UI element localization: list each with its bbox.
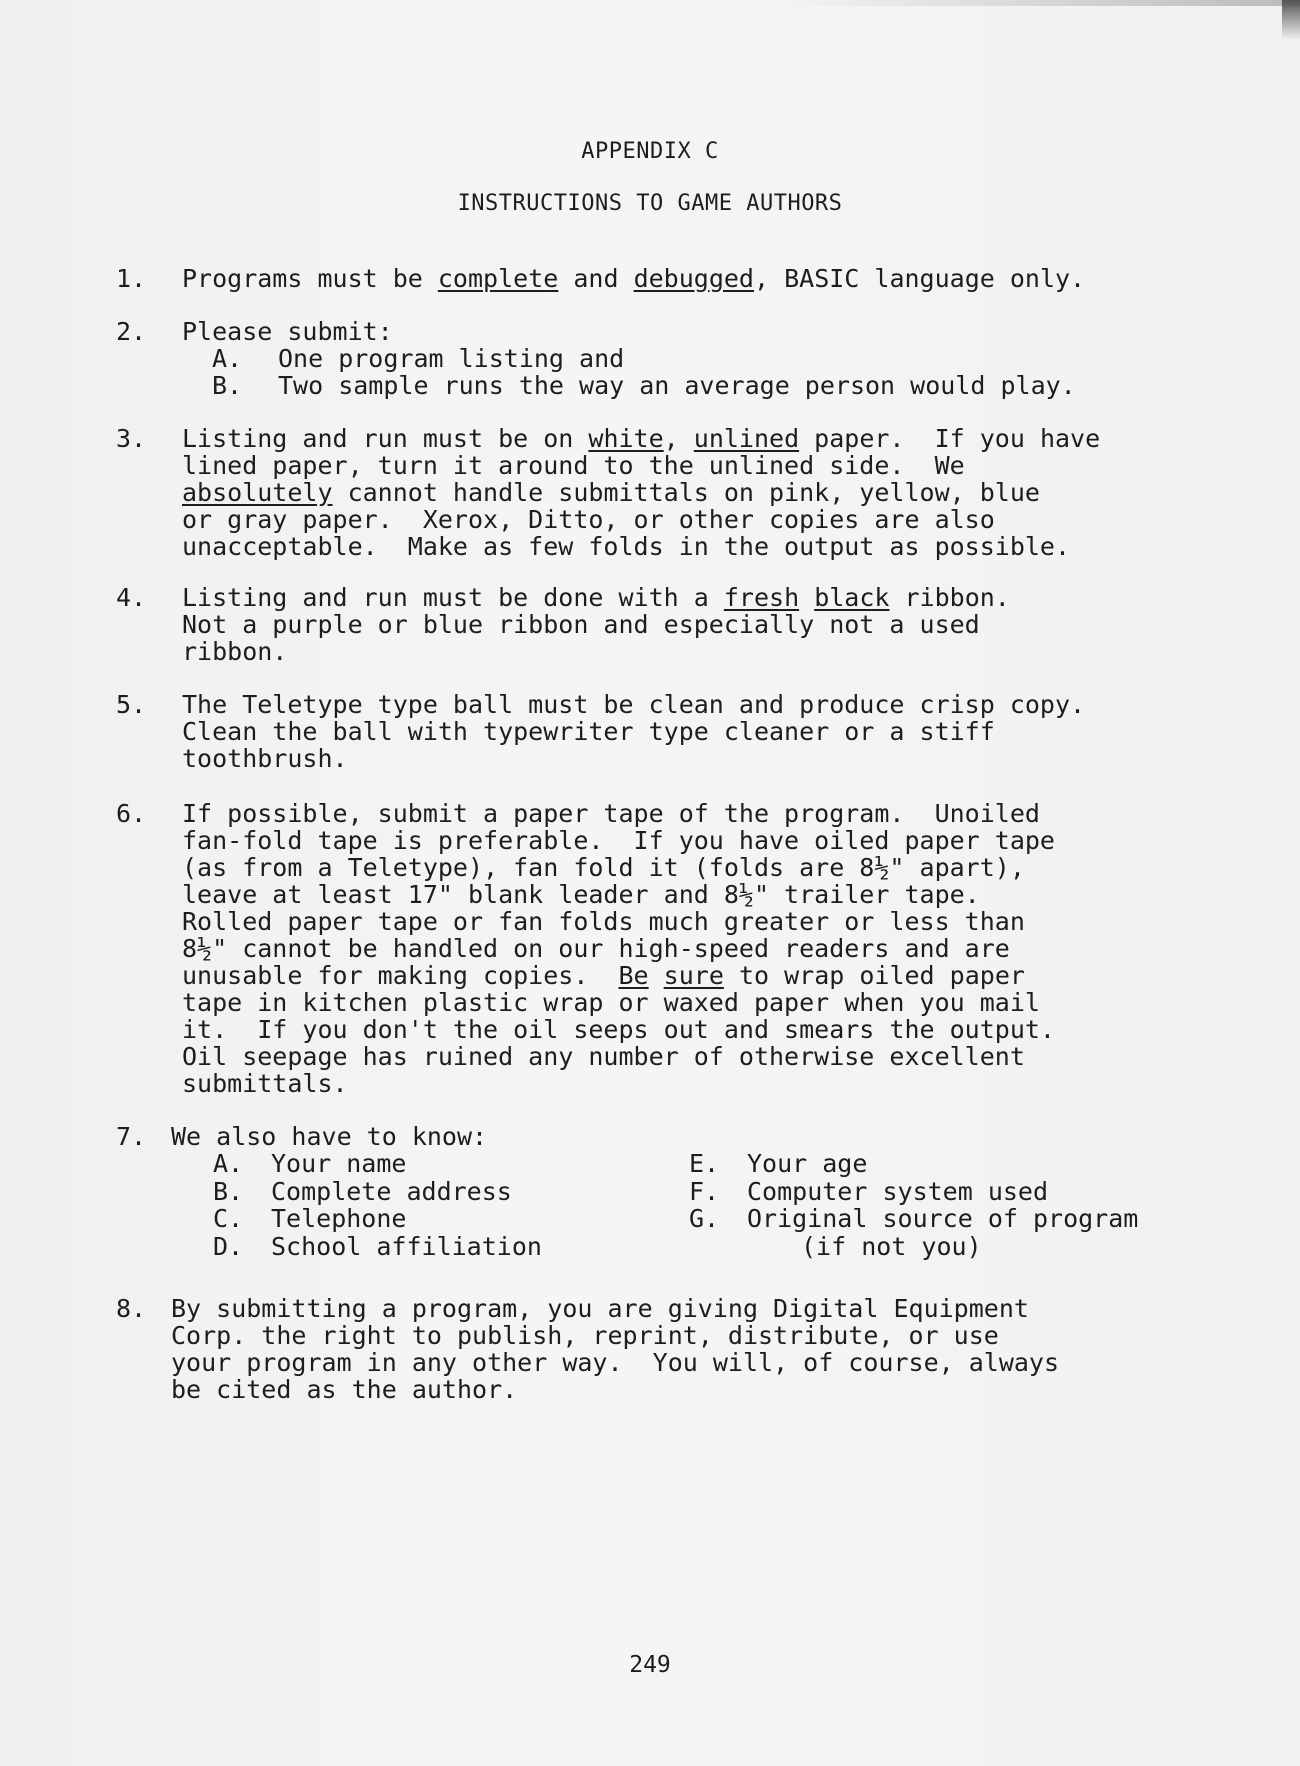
item-text xyxy=(171,1295,1211,1403)
underlined-word: white xyxy=(588,424,664,453)
item-line: fan-fold tape is preferable. If you have oiled paper tape xyxy=(182,826,1055,855)
item-line: unacceptable. Make as few folds in the output as possible. xyxy=(182,532,1071,561)
text-run: Listing and run must be done with a xyxy=(182,583,724,612)
item-text xyxy=(182,425,1222,560)
sub-text: Your name xyxy=(271,1149,407,1178)
required-info-item xyxy=(213,1233,542,1261)
item-line: Oil seepage has ruined any number of otherwise excellent xyxy=(182,1042,1025,1071)
sub-text: Your age xyxy=(747,1149,868,1178)
item-text xyxy=(182,318,1222,399)
item-line: it. If you don't the oil seeps out and smears the output. xyxy=(182,1015,1055,1044)
text-run: unusable for making copies. xyxy=(182,961,619,990)
text-run: Programs must be xyxy=(182,264,438,293)
page-edge-shadow xyxy=(780,0,1300,6)
sub-letter: B. xyxy=(212,371,243,400)
item-line: Rolled paper tape or fan folds much greater or less than xyxy=(182,907,1025,936)
sub-letter: E. xyxy=(689,1149,720,1178)
sub-letter: G. xyxy=(689,1204,720,1233)
sub-text: Two sample runs the way an average person would play. xyxy=(278,371,1076,400)
item-line: lined paper, turn it around to the unlined side. We xyxy=(182,451,965,480)
item-line xyxy=(182,584,1222,611)
text-run: , BASIC language only. xyxy=(753,264,1086,293)
underlined-word: fresh xyxy=(723,583,800,612)
item-line: If possible, submit a paper tape of the program. Unoiled xyxy=(182,799,1040,828)
required-info-right-column xyxy=(689,1150,1138,1260)
text-run: cannot handle submittals on pink, yellow, blue xyxy=(332,478,1040,507)
page-corner-shadow xyxy=(1282,0,1300,40)
item-line: 8½" cannot be handled on our high-speed readers and are xyxy=(182,934,1010,963)
underlined-word: unlined xyxy=(693,424,800,453)
item-number: 7. xyxy=(116,1122,147,1151)
item-number: 2. xyxy=(116,317,147,346)
item-line: The Teletype type ball must be clean and produce crisp copy. xyxy=(182,690,1086,719)
item-line: be cited as the author. xyxy=(171,1375,518,1404)
sub-item xyxy=(182,372,1222,399)
item-line: leave at least 17" blank leader and 8½" trailer tape. xyxy=(182,880,980,909)
item-line: or gray paper. Xerox, Ditto, or other copies are also xyxy=(182,505,995,534)
item-text xyxy=(171,1123,1211,1260)
sub-letter: A. xyxy=(212,344,243,373)
required-info-item xyxy=(689,1205,1138,1233)
text-run: , xyxy=(663,424,694,453)
sub-letter: A. xyxy=(213,1149,244,1178)
required-info-item xyxy=(689,1178,1138,1206)
text-run: Listing and run must be on xyxy=(182,424,589,453)
item-line: We also have to know: xyxy=(171,1122,488,1151)
sub-text: School affiliation xyxy=(271,1231,542,1261)
item-line: Please submit: xyxy=(182,317,393,346)
underlined-word: complete xyxy=(437,264,559,293)
item-line: Corp. the right to publish, reprint, distribute, or use xyxy=(171,1321,999,1350)
item-text xyxy=(182,265,1222,292)
sub-text: Complete address xyxy=(271,1176,512,1206)
required-info-item xyxy=(213,1178,542,1206)
item-number: 1. xyxy=(116,264,147,293)
text-run: and xyxy=(558,264,634,293)
item-line xyxy=(182,479,1222,506)
sub-text: Original source of program xyxy=(747,1204,1139,1233)
item-number: 5. xyxy=(116,690,147,719)
item-number: 6. xyxy=(116,799,147,828)
item-line: By submitting a program, you are giving Digital Equipment xyxy=(171,1294,1029,1323)
required-info-item xyxy=(213,1205,542,1233)
sub-letter: F. xyxy=(689,1176,720,1206)
page-number: 249 xyxy=(629,1652,671,1678)
text-run: ribbon. xyxy=(889,583,1010,612)
item-line xyxy=(182,962,1222,989)
item-line: your program in any other way. You will, of course, always xyxy=(171,1348,1060,1377)
required-info-left-column xyxy=(213,1150,542,1260)
required-info-item xyxy=(689,1150,1138,1178)
sub-text: One program listing and xyxy=(278,344,625,373)
sub-text: Computer system used xyxy=(747,1176,1049,1206)
item-line: Clean the ball with typewriter type cleaner or a stiff xyxy=(182,717,995,746)
sub-letter: B. xyxy=(213,1176,244,1206)
text-run xyxy=(799,583,814,612)
underlined-word: absolutely xyxy=(182,478,333,507)
text-run xyxy=(649,961,664,990)
required-info-note: (if not you) xyxy=(801,1231,982,1261)
item-line xyxy=(182,265,1222,292)
item-text xyxy=(182,584,1222,665)
item-text xyxy=(182,691,1222,772)
item-line: tape in kitchen plastic wrap or waxed paper when you mail xyxy=(182,988,1040,1017)
sub-text: Telephone xyxy=(271,1204,407,1233)
sub-letter: C. xyxy=(213,1204,244,1233)
sub-item xyxy=(182,345,1222,372)
item-line: Not a purple or blue ribbon and especially not a used xyxy=(182,610,980,639)
text-run: to wrap oiled paper xyxy=(723,961,1025,990)
item-line xyxy=(182,425,1222,452)
item-number: 3. xyxy=(116,424,147,453)
appendix-heading: APPENDIX C xyxy=(581,139,719,164)
required-info-item xyxy=(213,1150,542,1178)
underlined-word: sure xyxy=(663,961,724,990)
required-info-columns xyxy=(171,1150,1211,1260)
item-line: submittals. xyxy=(182,1069,348,1098)
underlined-word: Be xyxy=(618,961,649,990)
item-line: toothbrush. xyxy=(182,744,348,773)
underlined-word: black xyxy=(814,583,890,612)
page-title: INSTRUCTIONS TO GAME AUTHORS xyxy=(457,191,843,216)
item-number: 4. xyxy=(116,583,147,612)
underlined-word: debugged xyxy=(633,264,754,293)
sub-letter: D. xyxy=(213,1231,244,1261)
item-line: (as from a Teletype), fan fold it (folds are 8½" apart), xyxy=(182,853,1025,882)
item-text xyxy=(182,800,1222,1097)
item-line: ribbon. xyxy=(182,637,288,666)
text-run: paper. If you have xyxy=(799,424,1101,453)
item-number: 8. xyxy=(116,1294,147,1323)
